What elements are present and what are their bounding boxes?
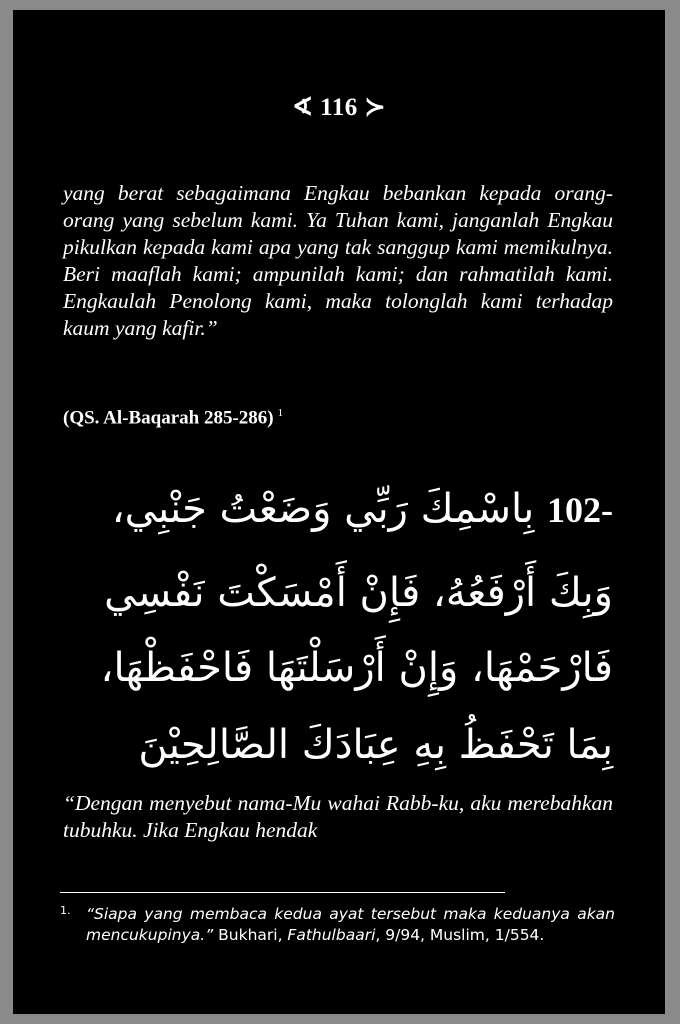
arabic-text-1: بِاسْمِكَ رَبِّي وَضَعْتُ جَنْبِي، (111, 486, 535, 532)
book-page (13, 10, 665, 1014)
arabic-line-4: بِمَا تَحْفَظُ بِهِ عِبَادَكَ الصَّالِحِيْنَ (138, 722, 613, 768)
arabic-line-3: فَارْحَمْهَا، وَإِنْ أَرْسَلْتَهَا فَاحْفَظْهَا، (100, 645, 613, 691)
quran-reference (63, 407, 283, 429)
arabic-line-2: وَبِكَ أَرْفَعُهُ، فَإِنْ أَمْسَكْتَ نَفْسِي (104, 570, 613, 616)
footnote-marker: 1 (277, 407, 284, 419)
translation-paragraph-2: “Dengan menyebut nama-Mu wahai Rabb-ku, aku merebahkan tubuhku. Jika Engkau hendak (63, 791, 613, 842)
page-number: ∢ 116 ≻ (291, 94, 386, 121)
reference-text: (QS. Al-Baqarah 285-286) (63, 407, 274, 429)
footnote (60, 904, 615, 946)
footnote-source-c: , 9/94, Muslim, 1/554. (375, 926, 545, 944)
footnote-body (86, 904, 615, 946)
footnote-source-a: Bukhari, (213, 926, 288, 944)
footnote-source-book: Fathulbaari (287, 926, 376, 944)
arabic-line-1 (63, 486, 613, 532)
footnote-number: 1. (60, 904, 71, 917)
footnote-quote: “Siapa yang membaca kedua ayat tersebut maka keduanya akan mencukupinya.” (86, 905, 615, 944)
translation-paragraph-1: yang berat sebagaimana Engkau bebankan kepada orang-orang yang sebelum kami. Ya Tuhan kami, janganlah Engkau pikulkan kepada kami apa yang tak sanggup kami memikulnya. Beri maaflah kami; ampunilah kami; dan rahmatilah kami. Engkaulah Penolong kami, maka tolonglah kami terhadap kaum yang kafir.” (63, 181, 613, 340)
hadith-number: -102 (547, 490, 613, 530)
footnote-divider (60, 892, 505, 893)
